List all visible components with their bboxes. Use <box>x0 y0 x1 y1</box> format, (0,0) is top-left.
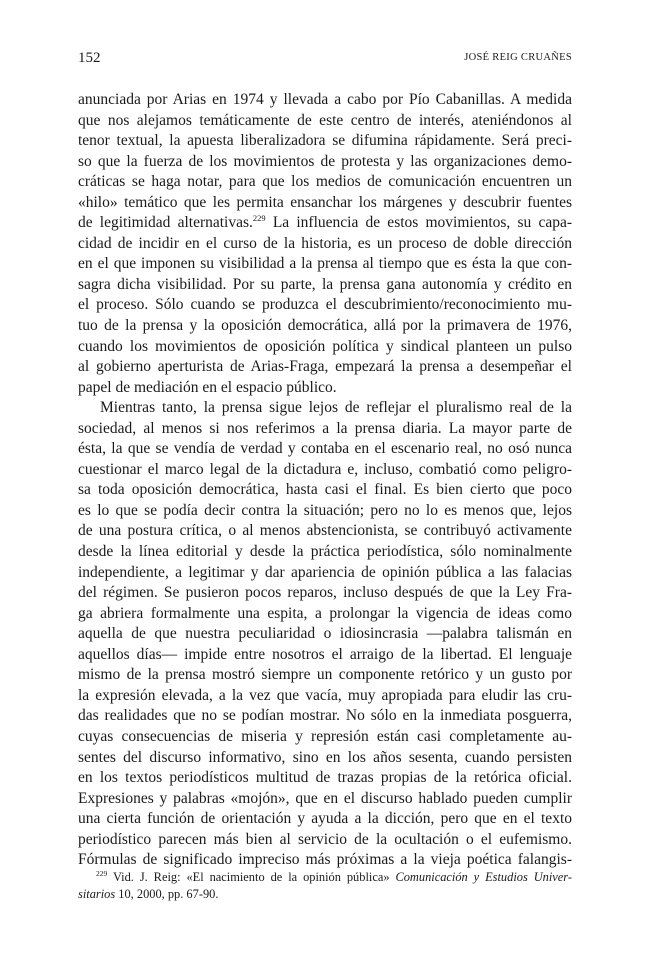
text-line: sagra dicha visibilidad. Por su parte, la prensa gana autonomía y crédito en <box>78 275 572 293</box>
text-line: cuestionar el marco legal de la dictadura e, incluso, combatió como peligro- <box>78 460 572 478</box>
page-header <box>78 50 572 70</box>
text-line: Expresiones y palabras «mojón», que en el discurso hablado pueden cumplir <box>78 789 572 807</box>
text-fragment: de legitimidad alternativas. <box>78 214 253 232</box>
text-line: sociedad, al menos si nos referimos a la prensa diaria. La mayor parte de <box>78 419 572 437</box>
footnote-line <box>78 869 572 886</box>
text-fragment: La influencia de estos movimientos, su capa- <box>265 214 572 232</box>
text-line: Mientras tanto, la prensa sigue lejos de reflejar el pluralismo real de la <box>100 399 572 417</box>
text-line: sentes del discurso informativo, sino en los años sesenta, cuando persisten <box>78 748 572 766</box>
text-line: desde la línea editorial y desde la práctica periodística, sólo nominalmente <box>78 543 572 561</box>
footnote-title: Comunicación y Estudios Univer- <box>395 870 572 884</box>
page-number: 152 <box>78 50 101 66</box>
footnote-text: 10, 2000, pp. 67-90. <box>115 887 219 901</box>
footnote-line <box>78 886 572 903</box>
text-line: tenor textual, la apuesta liberalizadora se difumina rápidamente. Será preci- <box>78 132 572 150</box>
text-line: tuo de la prensa y la oposición democrática, allá por la primavera de 1976, <box>78 317 572 335</box>
footnote-title: sitarios <box>78 887 116 901</box>
text-line: anunciada por Arias en 1974 y llevada a cabo por Pío Cabanillas. A medida <box>78 91 572 108</box>
text-line: cidad de incidir en el curso de la historia, es un proceso de doble dirección <box>78 234 572 252</box>
text-line: so que la fuerza de los movimientos de protesta y las organizaciones demo- <box>78 152 572 170</box>
text-line: periodístico parecen más bien al servicio de la ocultación o el eufemismo. <box>78 830 572 848</box>
text-line: al gobierno aperturista de Arias-Fraga, empezará la prensa a desempeñar el <box>78 358 572 376</box>
text-line: cráticas se haga notar, para que los medios de comunicación encuentren un <box>78 173 572 191</box>
text-line: es lo que se podía decir contra la situación; pero no lo es menos que, lejos <box>78 501 572 519</box>
text-line: cuyas consecuencias de miseria y represión están casi completamente au- <box>78 727 572 745</box>
footnote <box>78 869 572 903</box>
text-line: independiente, a legitimar y dar apariencia de opinión pública a las falacias <box>78 563 572 581</box>
text-line: que nos alejamos temáticamente de este centro de interés, ateniéndonos al <box>78 111 572 129</box>
text-line: aquellos días— impide entre nosotros el arraigo de la libertad. El lenguaje <box>78 645 572 663</box>
text-line: una cierta función de orientación y ayuda a la dicción, pero que en el texto <box>78 810 572 828</box>
text-line: el proceso. Sólo cuando se produzca el descubrimiento/reconocimiento mu- <box>78 296 572 314</box>
text-line: Fórmulas de significado impreciso más próximas a la vieja poética falangis- <box>78 851 572 869</box>
text-line: en los textos periodísticos multitud de trazas propias de la retórica oficial. <box>78 769 572 787</box>
text-line: papel de mediación en el espacio público. <box>78 378 337 396</box>
text-line-with-footnote-ref <box>78 213 572 234</box>
text-line: cuando los movimientos de oposición política y sindical planteen un pulso <box>78 337 572 355</box>
text-line: la expresión elevada, a la vez que vacía, muy apropiada para eludir las cru- <box>78 686 572 704</box>
text-line: ésta, la que se vendía de verdad y contaba en el escenario real, no osó nunca <box>78 440 572 458</box>
text-line: de una postura crítica, o al menos abstencionista, se contribuyó activamente <box>78 522 572 540</box>
body-text <box>78 90 572 871</box>
text-line: aquella de que nuestra peculiaridad o idiosincrasia —palabra talismán en <box>78 625 572 643</box>
text-line: das realidades que no se podían mostrar. No sólo en la inmediata posguerra, <box>78 707 572 725</box>
text-line: del régimen. Se pusieron pocos reparos, incluso después de que la Ley Fra- <box>78 584 572 602</box>
text-line: «hilo» temático que les permita ensanchar los márgenes y descubrir fuentes <box>78 193 572 211</box>
footnote-reference[interactable]: 229 <box>252 213 266 224</box>
text-line: sa toda oposición democrática, hasta casi el final. Es bien cierto que poco <box>78 481 572 499</box>
text-line: mismo de la prensa mostró siempre un componente retórico y un gusto por <box>78 666 572 684</box>
running-head: JOSÉ REIG CRUAÑES <box>464 52 572 63</box>
footnote-number: 229 <box>96 869 108 878</box>
footnote-text: Vid. J. Reig: «El nacimiento de la opinión pública» <box>107 870 396 884</box>
text-line: en el que imponen su visibilidad a la prensa al tiempo que es ésta la que con- <box>78 255 572 273</box>
text-line: ga abriera formalmente una espita, a prolongar la vigencia de ideas como <box>78 604 572 622</box>
